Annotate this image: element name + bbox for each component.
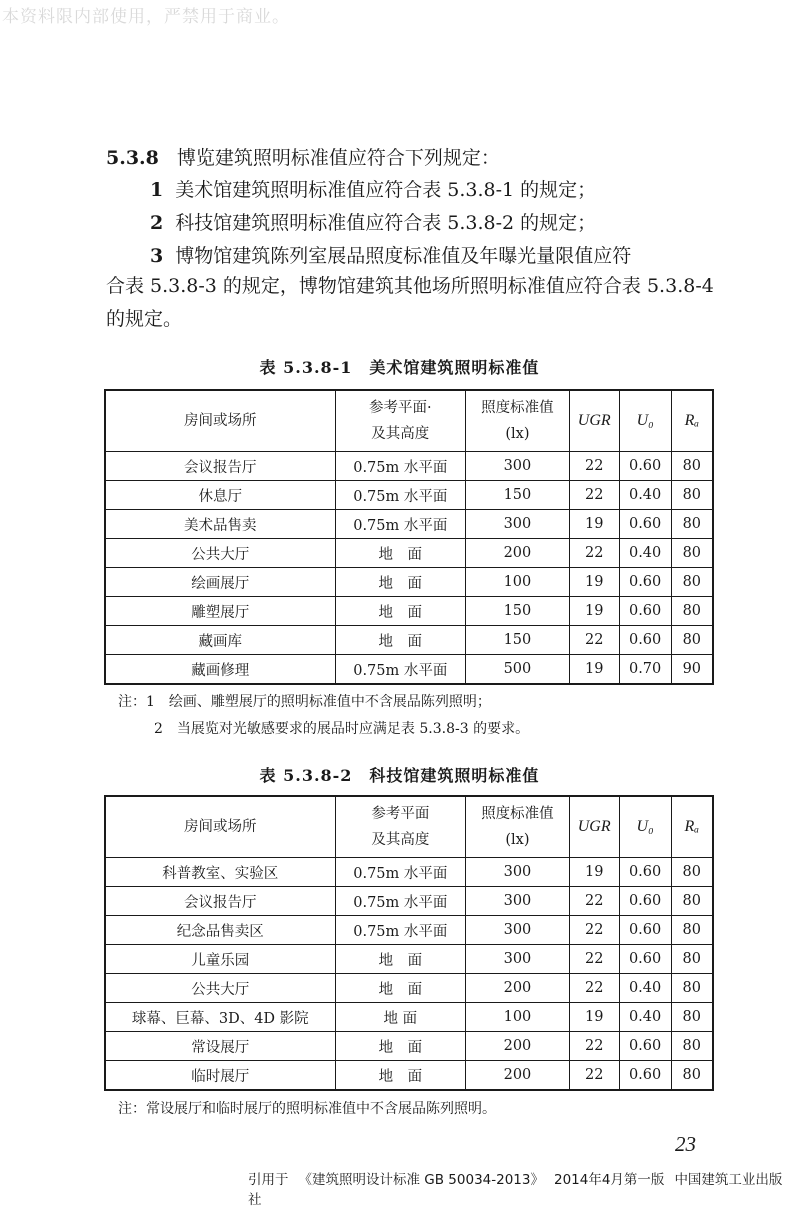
header-illuminance xyxy=(466,796,570,858)
cell-u0: 0.60 xyxy=(619,858,671,887)
table-row xyxy=(105,481,713,510)
cell-ugr: 22 xyxy=(569,539,619,568)
cell-reference-plane: 0.75m 水平面 xyxy=(335,655,466,685)
cell-reference-plane: 地 面 xyxy=(335,597,466,626)
table-1-note-2: 2 当展览对光敏感要求的展品时应满足表 5.3.8-3 的要求。 xyxy=(154,721,530,737)
table-row xyxy=(105,655,713,685)
cell-reference-plane: 地 面 xyxy=(335,1032,466,1061)
cell-reference-plane: 0.75m 水平面 xyxy=(335,858,466,887)
cell-u0: 0.40 xyxy=(619,539,671,568)
cell-reference-plane: 地 面 xyxy=(335,974,466,1003)
table-row xyxy=(105,887,713,916)
table-row xyxy=(105,974,713,1003)
header-reference-plane xyxy=(335,796,466,858)
cell-ra: 80 xyxy=(671,974,713,1003)
cell-ra: 80 xyxy=(671,481,713,510)
header-room: 房间或场所 xyxy=(105,796,335,858)
table-row xyxy=(105,916,713,945)
clause-number: 3 xyxy=(150,245,164,267)
table-row xyxy=(105,597,713,626)
clause-item-2 xyxy=(150,205,596,241)
footer-publisher: 中国建筑工业出版社 xyxy=(248,1172,783,1208)
cell-reference-plane: 0.75m 水平面 xyxy=(335,481,466,510)
cell-reference-plane: 0.75m 水平面 xyxy=(335,452,466,481)
cell-u0: 0.70 xyxy=(619,655,671,685)
cell-ugr: 22 xyxy=(569,452,619,481)
header-line: 参考平面 xyxy=(371,806,430,822)
cell-ra: 80 xyxy=(671,597,713,626)
header-u0: U₀ xyxy=(619,796,671,858)
table-row xyxy=(105,626,713,655)
cell-reference-plane: 地 面 xyxy=(335,1061,466,1091)
cell-room: 藏画修理 xyxy=(105,655,335,685)
cell-reference-plane: 0.75m 水平面 xyxy=(335,510,466,539)
cell-illuminance: 300 xyxy=(466,858,570,887)
cell-ugr: 22 xyxy=(569,916,619,945)
cell-ugr: 22 xyxy=(569,626,619,655)
clause-text: 美术馆建筑照明标准值应符合表 5.3.8-1 的规定； xyxy=(175,179,597,201)
citation-footer xyxy=(248,1168,799,1208)
cell-illuminance: 100 xyxy=(466,1003,570,1032)
cell-ugr: 19 xyxy=(569,568,619,597)
cell-illuminance: 300 xyxy=(466,945,570,974)
header-line: (lx) xyxy=(505,426,530,442)
table-row xyxy=(105,452,713,481)
header-line: (lx) xyxy=(505,832,530,848)
clause-text: 科技馆建筑照明标准值应符合表 5.3.8-2 的规定； xyxy=(175,212,597,234)
table-body xyxy=(105,858,713,1091)
cell-illuminance: 200 xyxy=(466,974,570,1003)
cell-u0: 0.60 xyxy=(619,626,671,655)
cell-reference-plane: 地 面 xyxy=(335,626,466,655)
cell-ra: 80 xyxy=(671,1061,713,1091)
cell-illuminance: 150 xyxy=(466,597,570,626)
science-museum-lighting-table xyxy=(104,795,714,1091)
cell-ra: 80 xyxy=(671,858,713,887)
section-number: 5.3.8 xyxy=(106,147,159,169)
cell-reference-plane: 地 面 xyxy=(335,568,466,597)
table-1-caption: 表 5.3.8-1 美术馆建筑照明标准值 xyxy=(259,358,540,377)
table-body xyxy=(105,452,713,685)
page-number: 23 xyxy=(675,1132,696,1156)
cell-ra: 80 xyxy=(671,1032,713,1061)
cell-ra: 80 xyxy=(671,626,713,655)
table-row xyxy=(105,510,713,539)
cell-room: 科普教室、实验区 xyxy=(105,858,335,887)
cell-u0: 0.60 xyxy=(619,510,671,539)
cell-illuminance: 200 xyxy=(466,1032,570,1061)
cell-room: 临时展厅 xyxy=(105,1061,335,1091)
cell-room: 常设展厅 xyxy=(105,1032,335,1061)
table-row xyxy=(105,945,713,974)
cell-ra: 80 xyxy=(671,568,713,597)
cell-illuminance: 500 xyxy=(466,655,570,685)
table-row xyxy=(105,858,713,887)
cell-ra: 80 xyxy=(671,916,713,945)
cell-ugr: 22 xyxy=(569,1032,619,1061)
header-line: 照度标准值 xyxy=(481,806,554,822)
table-1-note-1: 注：1 绘画、雕塑展厅的照明标准值中不含展品陈列照明； xyxy=(118,694,491,710)
cell-reference-plane: 地 面 xyxy=(335,945,466,974)
cell-room: 公共大厅 xyxy=(105,974,335,1003)
table-row xyxy=(105,1061,713,1091)
cell-u0: 0.60 xyxy=(619,916,671,945)
clause-item-3-continued: 合表 5.3.8-3 的规定，博物馆建筑其他场所照明标准值应符合表 5.3.8-4 的规定。 xyxy=(106,275,714,330)
art-museum-lighting-table xyxy=(104,389,714,685)
cell-illuminance: 200 xyxy=(466,1061,570,1091)
footer-title: 《建筑照明设计标准 GB 50034-2013》 xyxy=(298,1172,544,1188)
section-title: 博览建筑照明标准值应符合下列规定： xyxy=(176,147,500,169)
cell-room: 会议报告厅 xyxy=(105,887,335,916)
cell-u0: 0.60 xyxy=(619,452,671,481)
cell-ugr: 19 xyxy=(569,597,619,626)
clause-item-1 xyxy=(150,172,596,208)
header-ra: Rₐ xyxy=(671,796,713,858)
cell-ugr: 22 xyxy=(569,945,619,974)
cell-ra: 80 xyxy=(671,887,713,916)
header-illuminance xyxy=(466,390,570,452)
cell-illuminance: 300 xyxy=(466,916,570,945)
cell-reference-plane: 地 面 xyxy=(335,539,466,568)
cell-u0: 0.60 xyxy=(619,1032,671,1061)
cell-ugr: 19 xyxy=(569,655,619,685)
table-row xyxy=(105,539,713,568)
cell-u0: 0.60 xyxy=(619,568,671,597)
cell-reference-plane: 地 面 xyxy=(335,1003,466,1032)
cell-ugr: 19 xyxy=(569,510,619,539)
cell-ra: 90 xyxy=(671,655,713,685)
cell-illuminance: 200 xyxy=(466,539,570,568)
footer-cite: 引用于 xyxy=(248,1172,289,1188)
cell-room: 美术品售卖 xyxy=(105,510,335,539)
cell-room: 休息厅 xyxy=(105,481,335,510)
table-row xyxy=(105,1032,713,1061)
clause-text: 博物馆建筑陈列室展品照度标准值及年曝光量限值应符 xyxy=(175,245,632,267)
cell-room: 会议报告厅 xyxy=(105,452,335,481)
header-ugr: UGR xyxy=(569,390,619,452)
cell-reference-plane: 0.75m 水平面 xyxy=(335,916,466,945)
header-reference-plane xyxy=(335,390,466,452)
cell-ugr: 22 xyxy=(569,1061,619,1091)
cell-ugr: 22 xyxy=(569,974,619,1003)
cell-reference-plane: 0.75m 水平面 xyxy=(335,887,466,916)
cell-u0: 0.40 xyxy=(619,974,671,1003)
header-line: 照度标准值 xyxy=(481,400,554,416)
cell-room: 绘画展厅 xyxy=(105,568,335,597)
table-2-note: 注：常设展厅和临时展厅的照明标准值中不含展品陈列照明。 xyxy=(118,1101,496,1117)
clause-number: 1 xyxy=(150,179,164,201)
cell-illuminance: 300 xyxy=(466,510,570,539)
watermark: 本资料限内部使用，严禁用于商业。 xyxy=(2,7,290,27)
header-line: 及其高度 xyxy=(371,832,430,848)
cell-ra: 80 xyxy=(671,510,713,539)
cell-u0: 0.60 xyxy=(619,597,671,626)
cell-u0: 0.60 xyxy=(619,945,671,974)
cell-room: 儿童乐园 xyxy=(105,945,335,974)
cell-room: 球幕、巨幕、3D、4D 影院 xyxy=(105,1003,335,1032)
clause-item-3 xyxy=(150,238,631,274)
cell-u0: 0.40 xyxy=(619,1003,671,1032)
cell-illuminance: 150 xyxy=(466,626,570,655)
table-row xyxy=(105,1003,713,1032)
cell-room: 纪念品售卖区 xyxy=(105,916,335,945)
cell-illuminance: 300 xyxy=(466,887,570,916)
section-heading xyxy=(106,140,500,176)
cell-illuminance: 100 xyxy=(466,568,570,597)
header-u0: U₀ xyxy=(619,390,671,452)
cell-room: 雕塑展厅 xyxy=(105,597,335,626)
header-ra: Rₐ xyxy=(671,390,713,452)
header-line: 及其高度 xyxy=(371,426,430,442)
cell-room: 公共大厅 xyxy=(105,539,335,568)
cell-illuminance: 150 xyxy=(466,481,570,510)
cell-ra: 80 xyxy=(671,539,713,568)
cell-ugr: 19 xyxy=(569,1003,619,1032)
table-2-caption: 表 5.3.8-2 科技馆建筑照明标准值 xyxy=(259,766,540,785)
header-line: 参考平面· xyxy=(369,400,432,416)
table-row xyxy=(105,568,713,597)
cell-ugr: 22 xyxy=(569,887,619,916)
table-header-row xyxy=(105,796,713,858)
clause-number: 2 xyxy=(150,212,164,234)
header-ugr: UGR xyxy=(569,796,619,858)
footer-edition: 2014年4月第一版 xyxy=(553,1172,665,1188)
cell-u0: 0.60 xyxy=(619,887,671,916)
cell-room: 藏画库 xyxy=(105,626,335,655)
table-header-row xyxy=(105,390,713,452)
cell-ra: 80 xyxy=(671,452,713,481)
header-room: 房间或场所 xyxy=(105,390,335,452)
cell-ra: 80 xyxy=(671,945,713,974)
cell-illuminance: 300 xyxy=(466,452,570,481)
cell-u0: 0.60 xyxy=(619,1061,671,1091)
cell-ugr: 22 xyxy=(569,481,619,510)
cell-u0: 0.40 xyxy=(619,481,671,510)
cell-ugr: 19 xyxy=(569,858,619,887)
cell-ra: 80 xyxy=(671,1003,713,1032)
